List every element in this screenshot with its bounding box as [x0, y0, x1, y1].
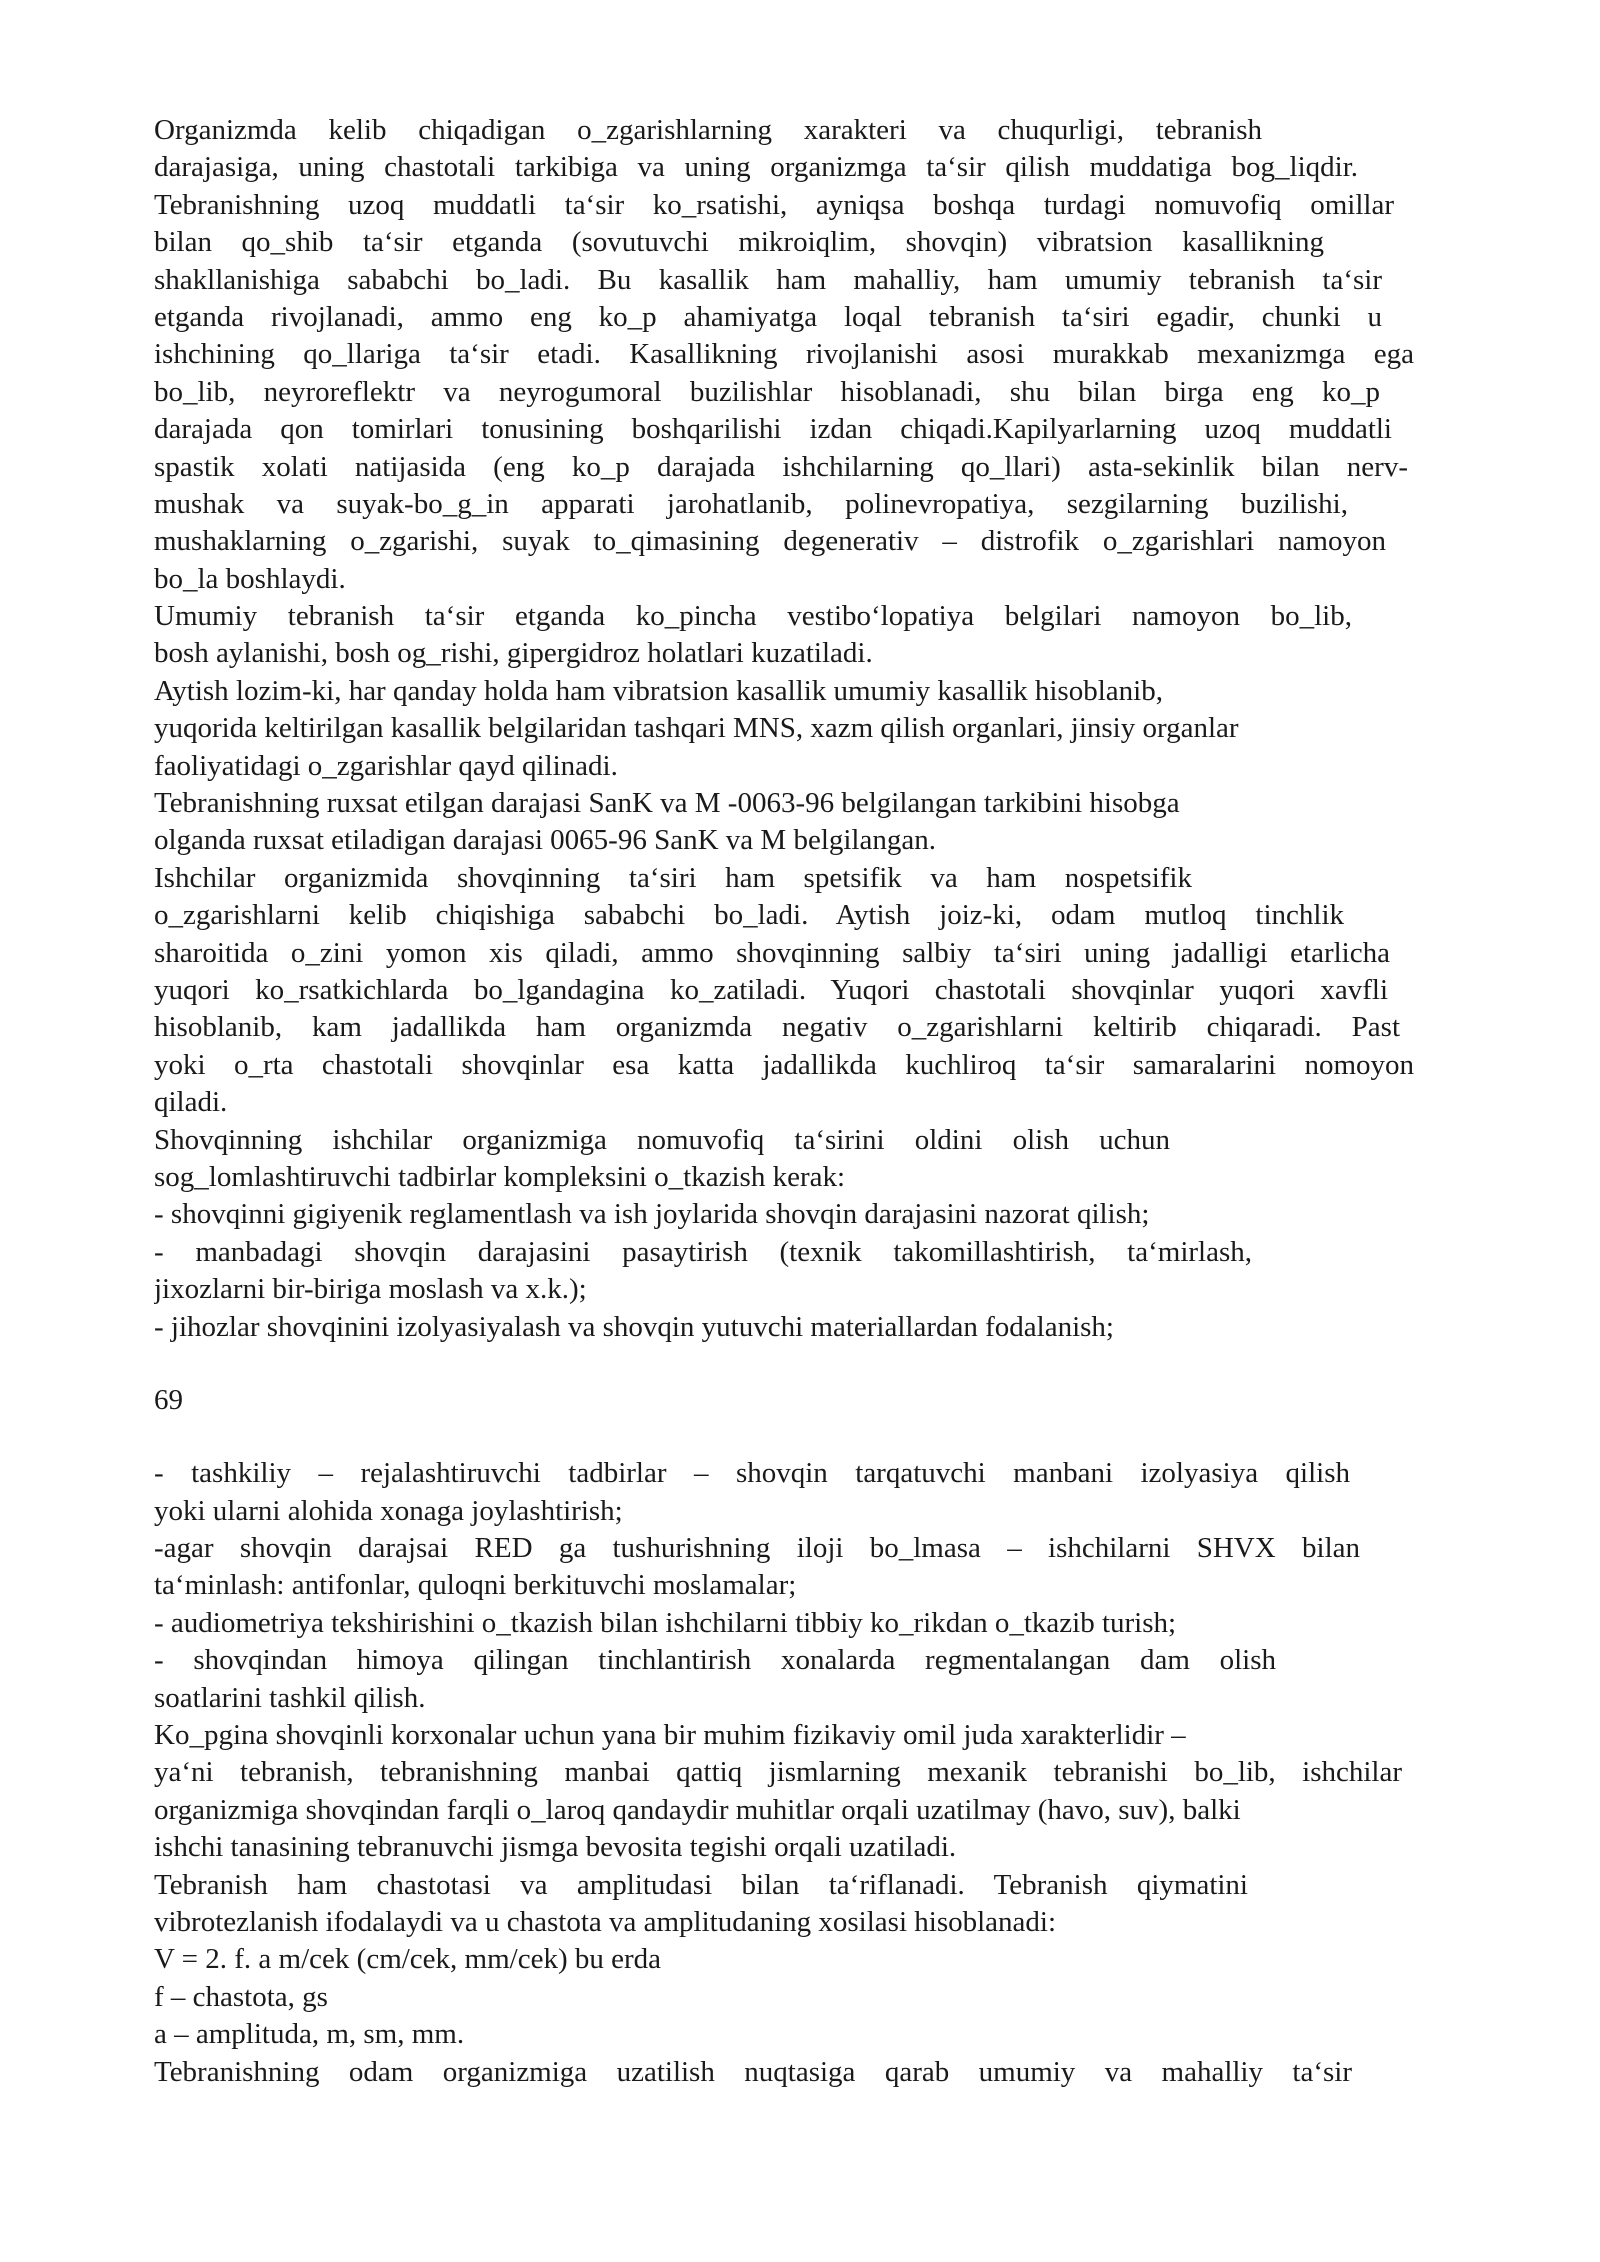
- text-line: ishchining qo_llariga ta‘sir etadi. Kasallikning rivojlanishi asosi murakkab mexanizmga ega: [154, 338, 1414, 371]
- text-line: organizmiga shovqindan farqli o_laroq qandaydir muhitlar orqali uzatilmay (havo, suv), balki: [154, 1793, 1241, 1826]
- text-line: soatlarini tashkil qilish.: [154, 1681, 426, 1714]
- text-line: - tashkiliy – rejalashtiruvchi tadbirlar – shovqin tarqatuvchi manbani izolyasiya qilish: [154, 1457, 1350, 1490]
- text-line: yuqori ko_rsatkichlarda bo_lgandagina ko_zatiladi. Yuqori chastotali shovqinlar yuqori xavfli: [154, 973, 1388, 1006]
- text-line: bilan qo_shib ta‘sir etganda (sovutuvchi mikroiqlim, shovqin) vibratsion kasallikning: [154, 226, 1324, 259]
- document-page: [154, 112, 1416, 2091]
- text-line: yoki ularni alohida xonaga joylashtirish;: [154, 1494, 623, 1527]
- text-line: qiladi.: [154, 1086, 228, 1119]
- text-line: shakllanishiga sababchi bo_ladi. Bu kasallik ham mahalliy, ham umumiy tebranish ta‘sir: [154, 263, 1382, 296]
- text-line: - audiometriya tekshirishini o_tkazish bilan ishchilarni tibbiy ko_rikdan o_tkazib turish;: [154, 1606, 1177, 1639]
- text-line: Tebranishning ruxsat etilgan darajasi SanK va M -0063-96 belgilangan tarkibini hisobga: [154, 787, 1180, 820]
- text-line: Tebranishning odam organizmiga uzatilish nuqtasiga qarab umumiy va mahalliy ta‘sir: [154, 2055, 1352, 2088]
- text-line: jixozlarni bir-biriga moslash va x.k.);: [154, 1273, 587, 1306]
- text-line: Aytish lozim-ki, har qanday holda ham vibratsion kasallik umumiy kasallik hisoblanib,: [154, 674, 1163, 707]
- text-line: - shovqindan himoya qilingan tinchlantirish xonalarda regmentalangan dam olish: [154, 1644, 1276, 1677]
- text-line: a – amplituda, m, sm, mm.: [154, 2018, 465, 2051]
- text-line: ta‘minlash: antifonlar, quloqni berkituvchi moslamalar;: [154, 1569, 797, 1602]
- text-line: Shovqinning ishchilar organizmiga nomuvofiq ta‘sirini oldini olish uchun: [154, 1123, 1170, 1156]
- text-line: etganda rivojlanadi, ammo eng ko_p ahamiyatga loqal tebranish ta‘siri egadir, chunki u: [154, 300, 1382, 333]
- text-line: - manbadagi shovqin darajasini pasaytirish (texnik takomillashtirish, ta‘mirlash,: [154, 1235, 1252, 1268]
- page-number: 69: [154, 1383, 183, 1416]
- text-line: ya‘ni tebranish, tebranishning manbai qattiq jismlarning mexanik tebranishi bo_lib, ishchilar: [154, 1756, 1402, 1789]
- text-line: mushaklarning o_zgarishi, suyak to_qimasining degenerativ – distrofik o_zgarishlari namoyon: [154, 525, 1386, 558]
- text-line: bo_lib, neyroreflektr va neyrogumoral buzilishlar hisoblanadi, shu bilan birga eng ko_p: [154, 375, 1380, 408]
- text-line: ishchi tanasining tebranuvchi jismga bevosita tegishi orqali uzatiladi.: [154, 1831, 957, 1864]
- text-line: vibrotezlanish ifodalaydi va u chastota va amplitudaning xosilasi hisoblanadi:: [154, 1905, 1057, 1938]
- text-line: V = 2. f. a m/cek (cm/cek, mm/cek) bu erda: [154, 1943, 662, 1976]
- text-line: faoliyatidagi o_zgarishlar qayd qilinadi.: [154, 749, 618, 782]
- text-line: Tebranishning uzoq muddatli ta‘sir ko_rsatishi, ayniqsa boshqa turdagi nomuvofiq omillar: [154, 188, 1394, 221]
- text-line: yuqorida keltirilgan kasallik belgilaridan tashqari MNS, xazm qilish organlari, jinsiy organlar: [154, 712, 1239, 745]
- text-line: darajasiga, uning chastotali tarkibiga va uning organizmga ta‘sir qilish muddatiga bog_liqdir.: [154, 151, 1358, 184]
- text-line: f – chastota, gs: [154, 1980, 328, 2013]
- text-block-lower: [154, 1455, 1416, 2091]
- text-line: Organizmda kelib chiqadigan o_zgarishlarning xarakteri va chuqurligi, tebranish: [154, 114, 1262, 146]
- text-line: mushak va suyak-bo_g_in apparati jarohatlanib, polinevropatiya, sezgilarning buzilishi,: [154, 487, 1348, 520]
- text-line: - jihozlar shovqinini izolyasiyalash va shovqin yutuvchi materiallardan fodalanish;: [154, 1310, 1114, 1343]
- text-line: bo_la boshlaydi.: [154, 562, 346, 595]
- text-line: Ishchilar organizmida shovqinning ta‘siri ham spetsifik va ham nospetsifik: [154, 861, 1192, 894]
- text-line: hisoblanib, kam jadallikda ham organizmda negativ o_zgarishlarni keltirib chiqaradi. Past: [154, 1011, 1400, 1044]
- text-line: Tebranish ham chastotasi va amplitudasi bilan ta‘riflanadi. Tebranish qiymatini: [154, 1868, 1248, 1901]
- text-line: spastik xolati natijasida (eng ko_p darajada ishchilarning qo_llari) asta-sekinlik bilan nerv-: [154, 450, 1408, 483]
- text-line: Ko_pgina shovqinli korxonalar uchun yana bir muhim fizikaviy omil juda xarakterlidir –: [154, 1719, 1186, 1752]
- text-line: darajada qon tomirlari tonusining boshqarilishi izdan chiqadi.Kapilyarlarning uzoq muddatli: [154, 413, 1392, 446]
- text-line: bosh aylanishi, bosh og_rishi, gipergidroz holatlari kuzatiladi.: [154, 637, 873, 670]
- text-line: o_zgarishlarni kelib chiqishiga sababchi bo_ladi. Aytish joiz-ki, odam mutloq tinchlik: [154, 899, 1344, 932]
- text-line: yoki o_rta chastotali shovqinlar esa katta jadallikda kuchliroq ta‘sir samaralarini nomoyon: [154, 1048, 1414, 1081]
- text-line: sog_lomlashtiruvchi tadbirlar kompleksini o_tkazish kerak:: [154, 1160, 846, 1193]
- text-line: olganda ruxsat etiladigan darajasi 0065-96 SanK va M belgilangan.: [154, 824, 936, 857]
- text-line: -agar shovqin darajsai RED ga tushurishning iloji bo_lmasa – ishchilarni SHVX bilan: [154, 1532, 1360, 1565]
- text-line: Umumiy tebranish ta‘sir etganda ko_pincha vestibo‘lopatiya belgilari namoyon bo_lib,: [154, 600, 1352, 633]
- text-line: sharoitida o_zini yomon xis qiladi, ammo shovqinning salbiy ta‘siri uning jadalligi etarlicha: [154, 936, 1390, 969]
- text-block-upper: [154, 112, 1416, 1346]
- text-line: - shovqinni gigiyenik reglamentlash va ish joylarida shovqin darajasini nazorat qilish;: [154, 1198, 1150, 1231]
